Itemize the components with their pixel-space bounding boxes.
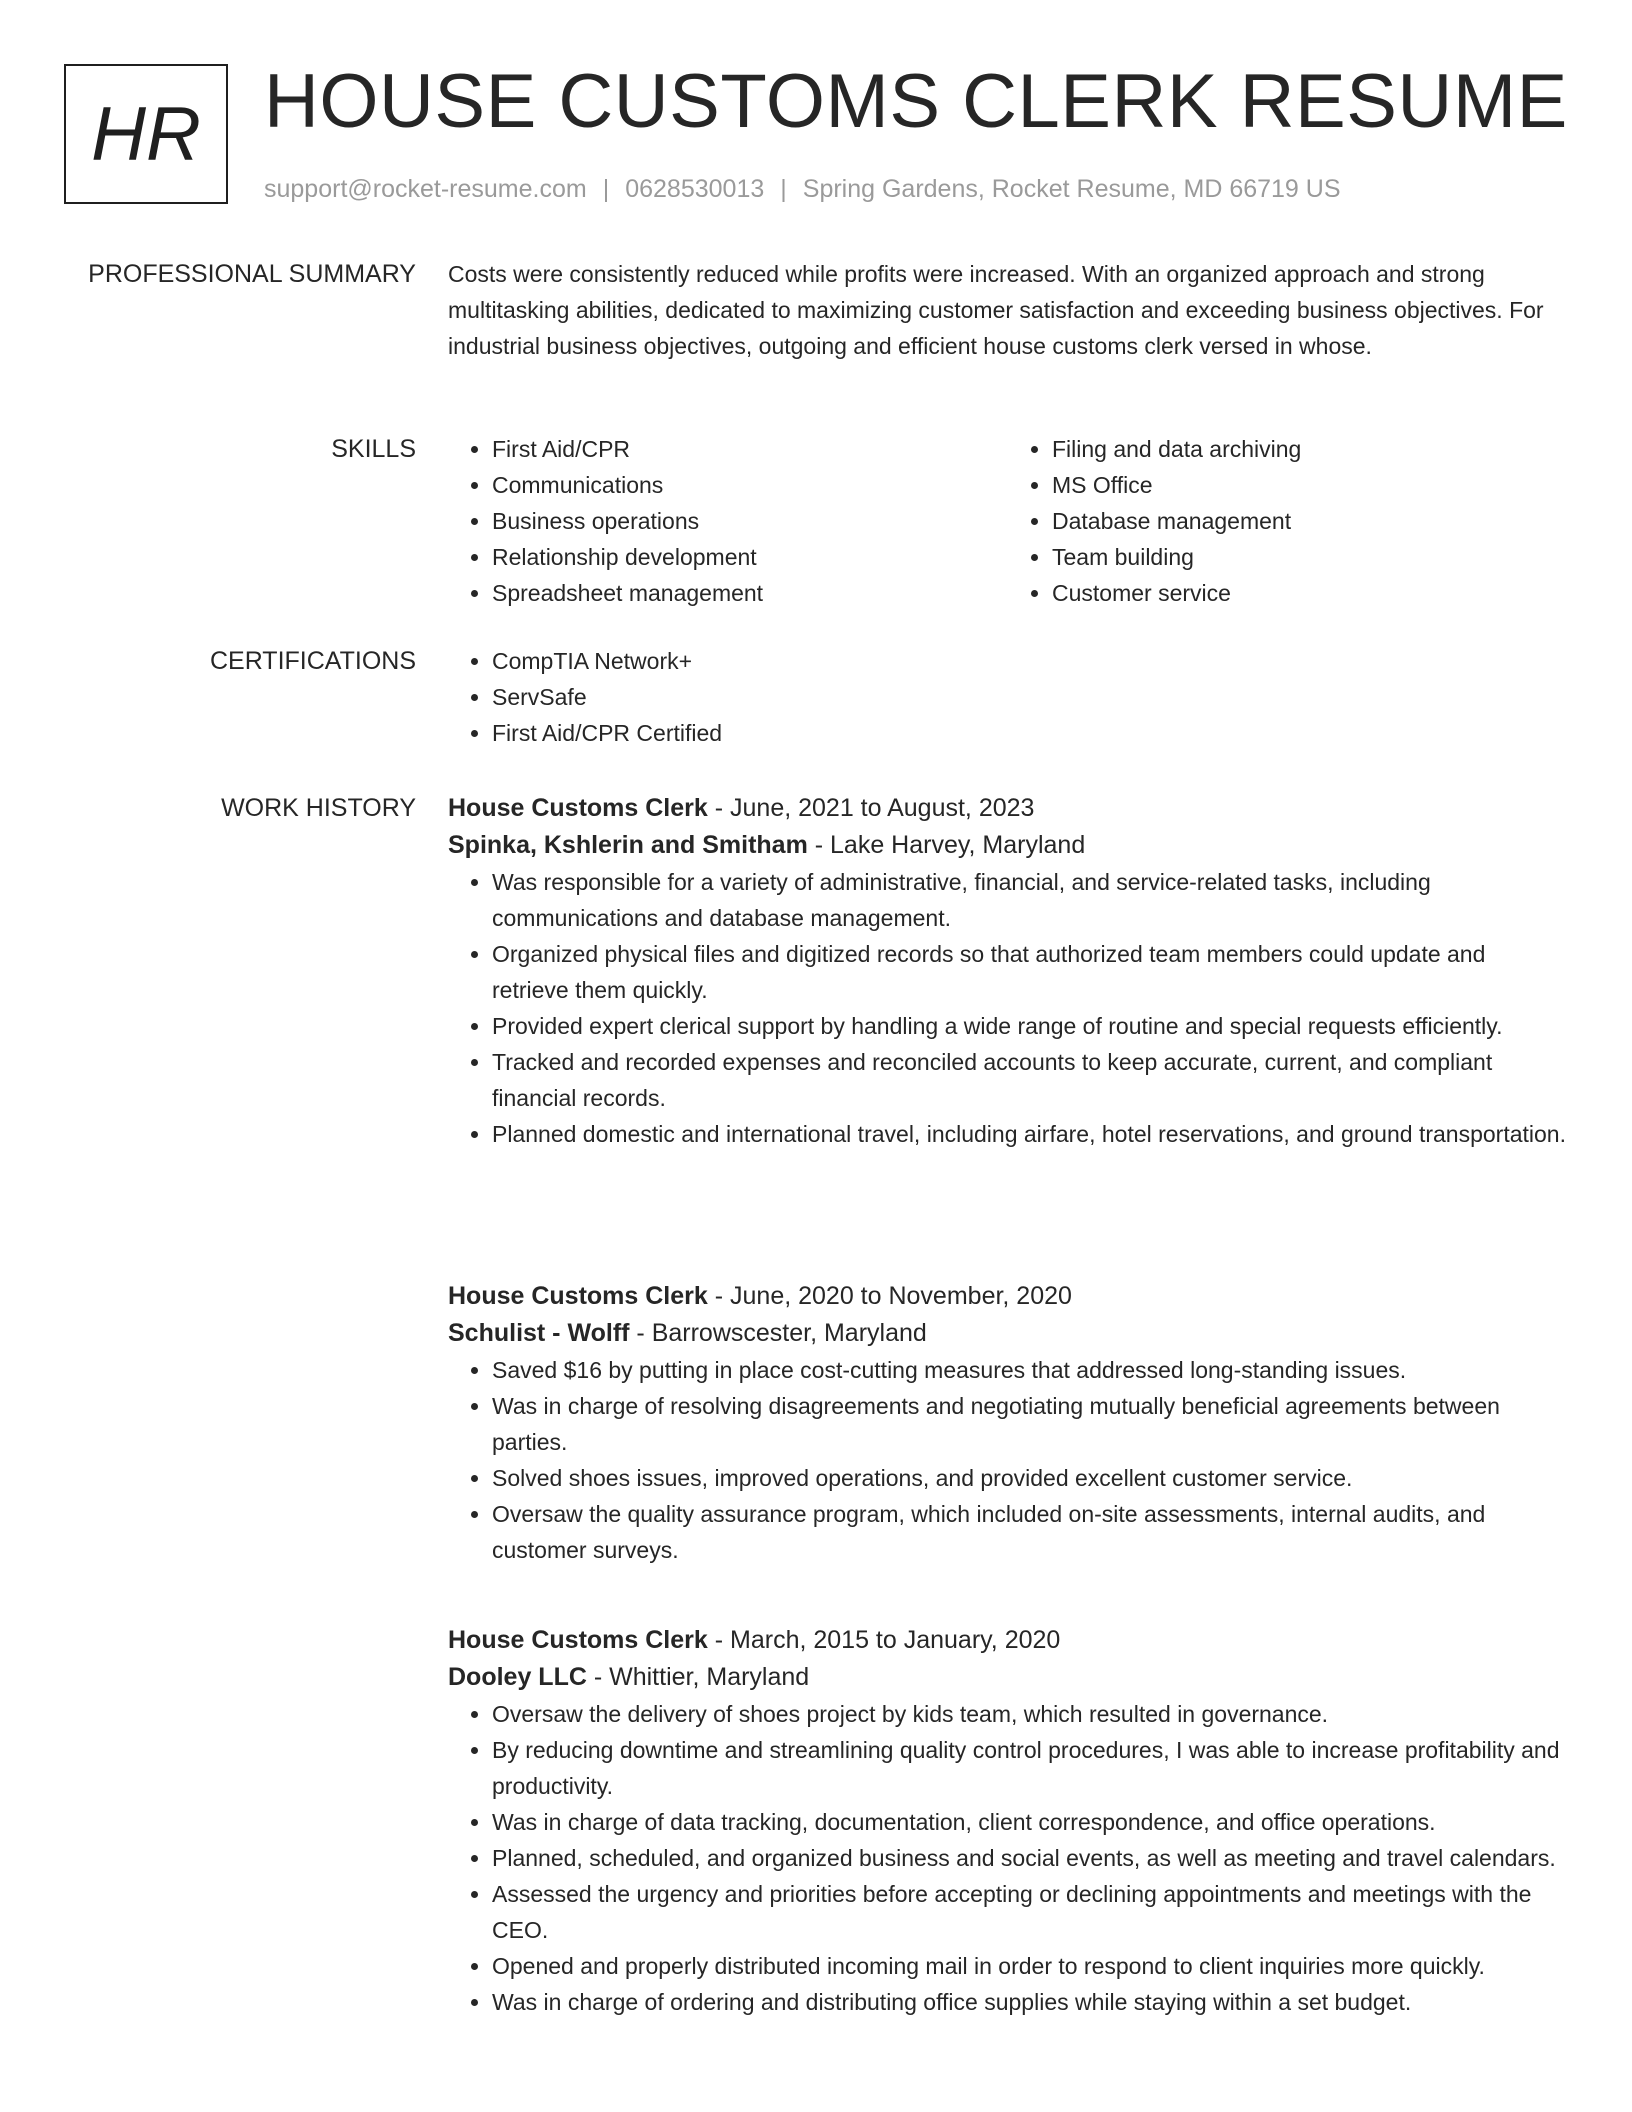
certification-item: • CompTIA Network+: [492, 643, 1568, 679]
page-title: HOUSE CUSTOMS CLERK RESUME: [264, 59, 1568, 144]
section-label: CERTIFICATIONS: [209, 647, 416, 675]
certifications-body: [448, 643, 1568, 751]
skill-item: • Database management: [1052, 503, 1568, 539]
section-label: SKILLS: [331, 435, 416, 463]
skills-body: [448, 431, 1568, 611]
job-bullets: [448, 1352, 1568, 1568]
job-title: House Customs Clerk: [448, 1282, 708, 1310]
job-company: Dooley LLC: [448, 1663, 587, 1691]
skills-list-left: [448, 431, 1008, 611]
job-title-line: [448, 790, 1568, 827]
job-bullet: • Tracked and recorded expenses and reconciled accounts to keep accurate, current, and compliant financial records.: [492, 1044, 1568, 1116]
job-bullet: • Was responsible for a variety of administrative, financial, and service-related tasks, including communications and database management.: [492, 864, 1568, 936]
job-location: - Whittier, Maryland: [586, 1663, 810, 1691]
skill-item: • Business operations: [492, 503, 1008, 539]
monogram-logo: HR: [64, 64, 228, 204]
job-bullet: • Planned, scheduled, and organized business and social events, as well as meeting and travel calendars.: [492, 1840, 1568, 1876]
contact-phone: 0628530013: [625, 175, 765, 203]
job-company-line: [448, 1315, 1568, 1352]
job-bullet: • By reducing downtime and streamlining quality control procedures, I was able to increase profitability and productivity.: [492, 1732, 1568, 1804]
job-bullet: • Saved $16 by putting in place cost-cutting measures that addressed long-standing issues.: [492, 1352, 1568, 1388]
job-dates: - June, 2021 to August, 2023: [707, 794, 1035, 822]
job-title-line: [448, 1278, 1568, 1315]
job-company: Spinka, Kshlerin and Smitham: [448, 831, 808, 859]
contact-line: [264, 174, 1341, 204]
skill-item: • Filing and data archiving: [1052, 431, 1568, 467]
contact-separator: |: [602, 175, 610, 203]
job-bullet: • Planned domestic and international travel, including airfare, hotel reservations, and ground transportation.: [492, 1116, 1568, 1152]
skill-item: • Customer service: [1052, 575, 1568, 611]
job-entry-body: [448, 1278, 1568, 1568]
job-bullet: • Opened and properly distributed incoming mail in order to respond to client inquiries more quickly.: [492, 1948, 1568, 1984]
job-title: House Customs Clerk: [448, 794, 708, 822]
job-bullets: [448, 1696, 1568, 2020]
contact-address: Spring Gardens, Rocket Resume, MD 66719 US: [802, 175, 1341, 203]
job-bullets: [448, 864, 1568, 1152]
skills-list-right: [1008, 431, 1568, 611]
job-bullet: • Solved shoes issues, improved operations, and provided excellent customer service.: [492, 1460, 1568, 1496]
skill-item: • Relationship development: [492, 539, 1008, 575]
job-location: - Lake Harvey, Maryland: [807, 831, 1086, 859]
resume-header: [64, 59, 1568, 214]
skill-item: • Team building: [1052, 539, 1568, 575]
job-bullet: • Was in charge of data tracking, documentation, client correspondence, and office operations.: [492, 1804, 1568, 1840]
skill-item: • MS Office: [1052, 467, 1568, 503]
section-label: PROFESSIONAL SUMMARY: [88, 260, 416, 288]
certification-item: • ServSafe: [492, 679, 1568, 715]
job-entry-body: [448, 1622, 1568, 2020]
job-bullet: • Was in charge of resolving disagreements and negotiating mutually beneficial agreements between parties.: [492, 1388, 1568, 1460]
contact-separator: |: [780, 175, 787, 203]
skill-item: • First Aid/CPR: [492, 431, 1008, 467]
job-company-line: [448, 1659, 1568, 1696]
job-entry-body: [448, 790, 1568, 1152]
job-bullet: • Oversaw the delivery of shoes project by kids team, which resulted in governance.: [492, 1696, 1568, 1732]
job-title-line: [448, 1622, 1568, 1659]
job-bullet: • Organized physical files and digitized records so that authorized team members could update and retrieve them quickly.: [492, 936, 1568, 1008]
skill-item: • Communications: [492, 467, 1008, 503]
job-company-line: [448, 827, 1568, 864]
certification-item: • First Aid/CPR Certified: [492, 715, 1568, 751]
section-label: WORK HISTORY: [221, 794, 416, 822]
job-bullet: • Oversaw the quality assurance program, which included on-site assessments, internal audits, and customer surveys.: [492, 1496, 1568, 1568]
job-bullet: • Assessed the urgency and priorities before accepting or declining appointments and meetings with the CEO.: [492, 1876, 1568, 1948]
contact-email: support@rocket-resume.com: [264, 175, 587, 203]
job-dates: - March, 2015 to January, 2020: [707, 1626, 1061, 1654]
summary-text: Costs were consistently reduced while profits were increased. With an organized approach and strong multitasking abilities, dedicated to maximizing customer satisfaction and exceeding business objectives. For industrial business objectives, outgoing and efficient house customs clerk versed in whose.: [448, 261, 1544, 359]
job-bullet: • Provided expert clerical support by handling a wide range of routine and special requests efficiently.: [492, 1008, 1568, 1044]
job-title: House Customs Clerk: [448, 1626, 708, 1654]
certifications-list: [448, 643, 1568, 751]
skill-item: • Spreadsheet management: [492, 575, 1008, 611]
summary-body: [448, 256, 1568, 364]
job-company: Schulist - Wolff: [448, 1319, 630, 1347]
job-location: - Barrowscester, Maryland: [629, 1319, 927, 1347]
job-dates: - June, 2020 to November, 2020: [707, 1282, 1072, 1310]
job-bullet: • Was in charge of ordering and distributing office supplies while staying within a set budget.: [492, 1984, 1568, 2020]
